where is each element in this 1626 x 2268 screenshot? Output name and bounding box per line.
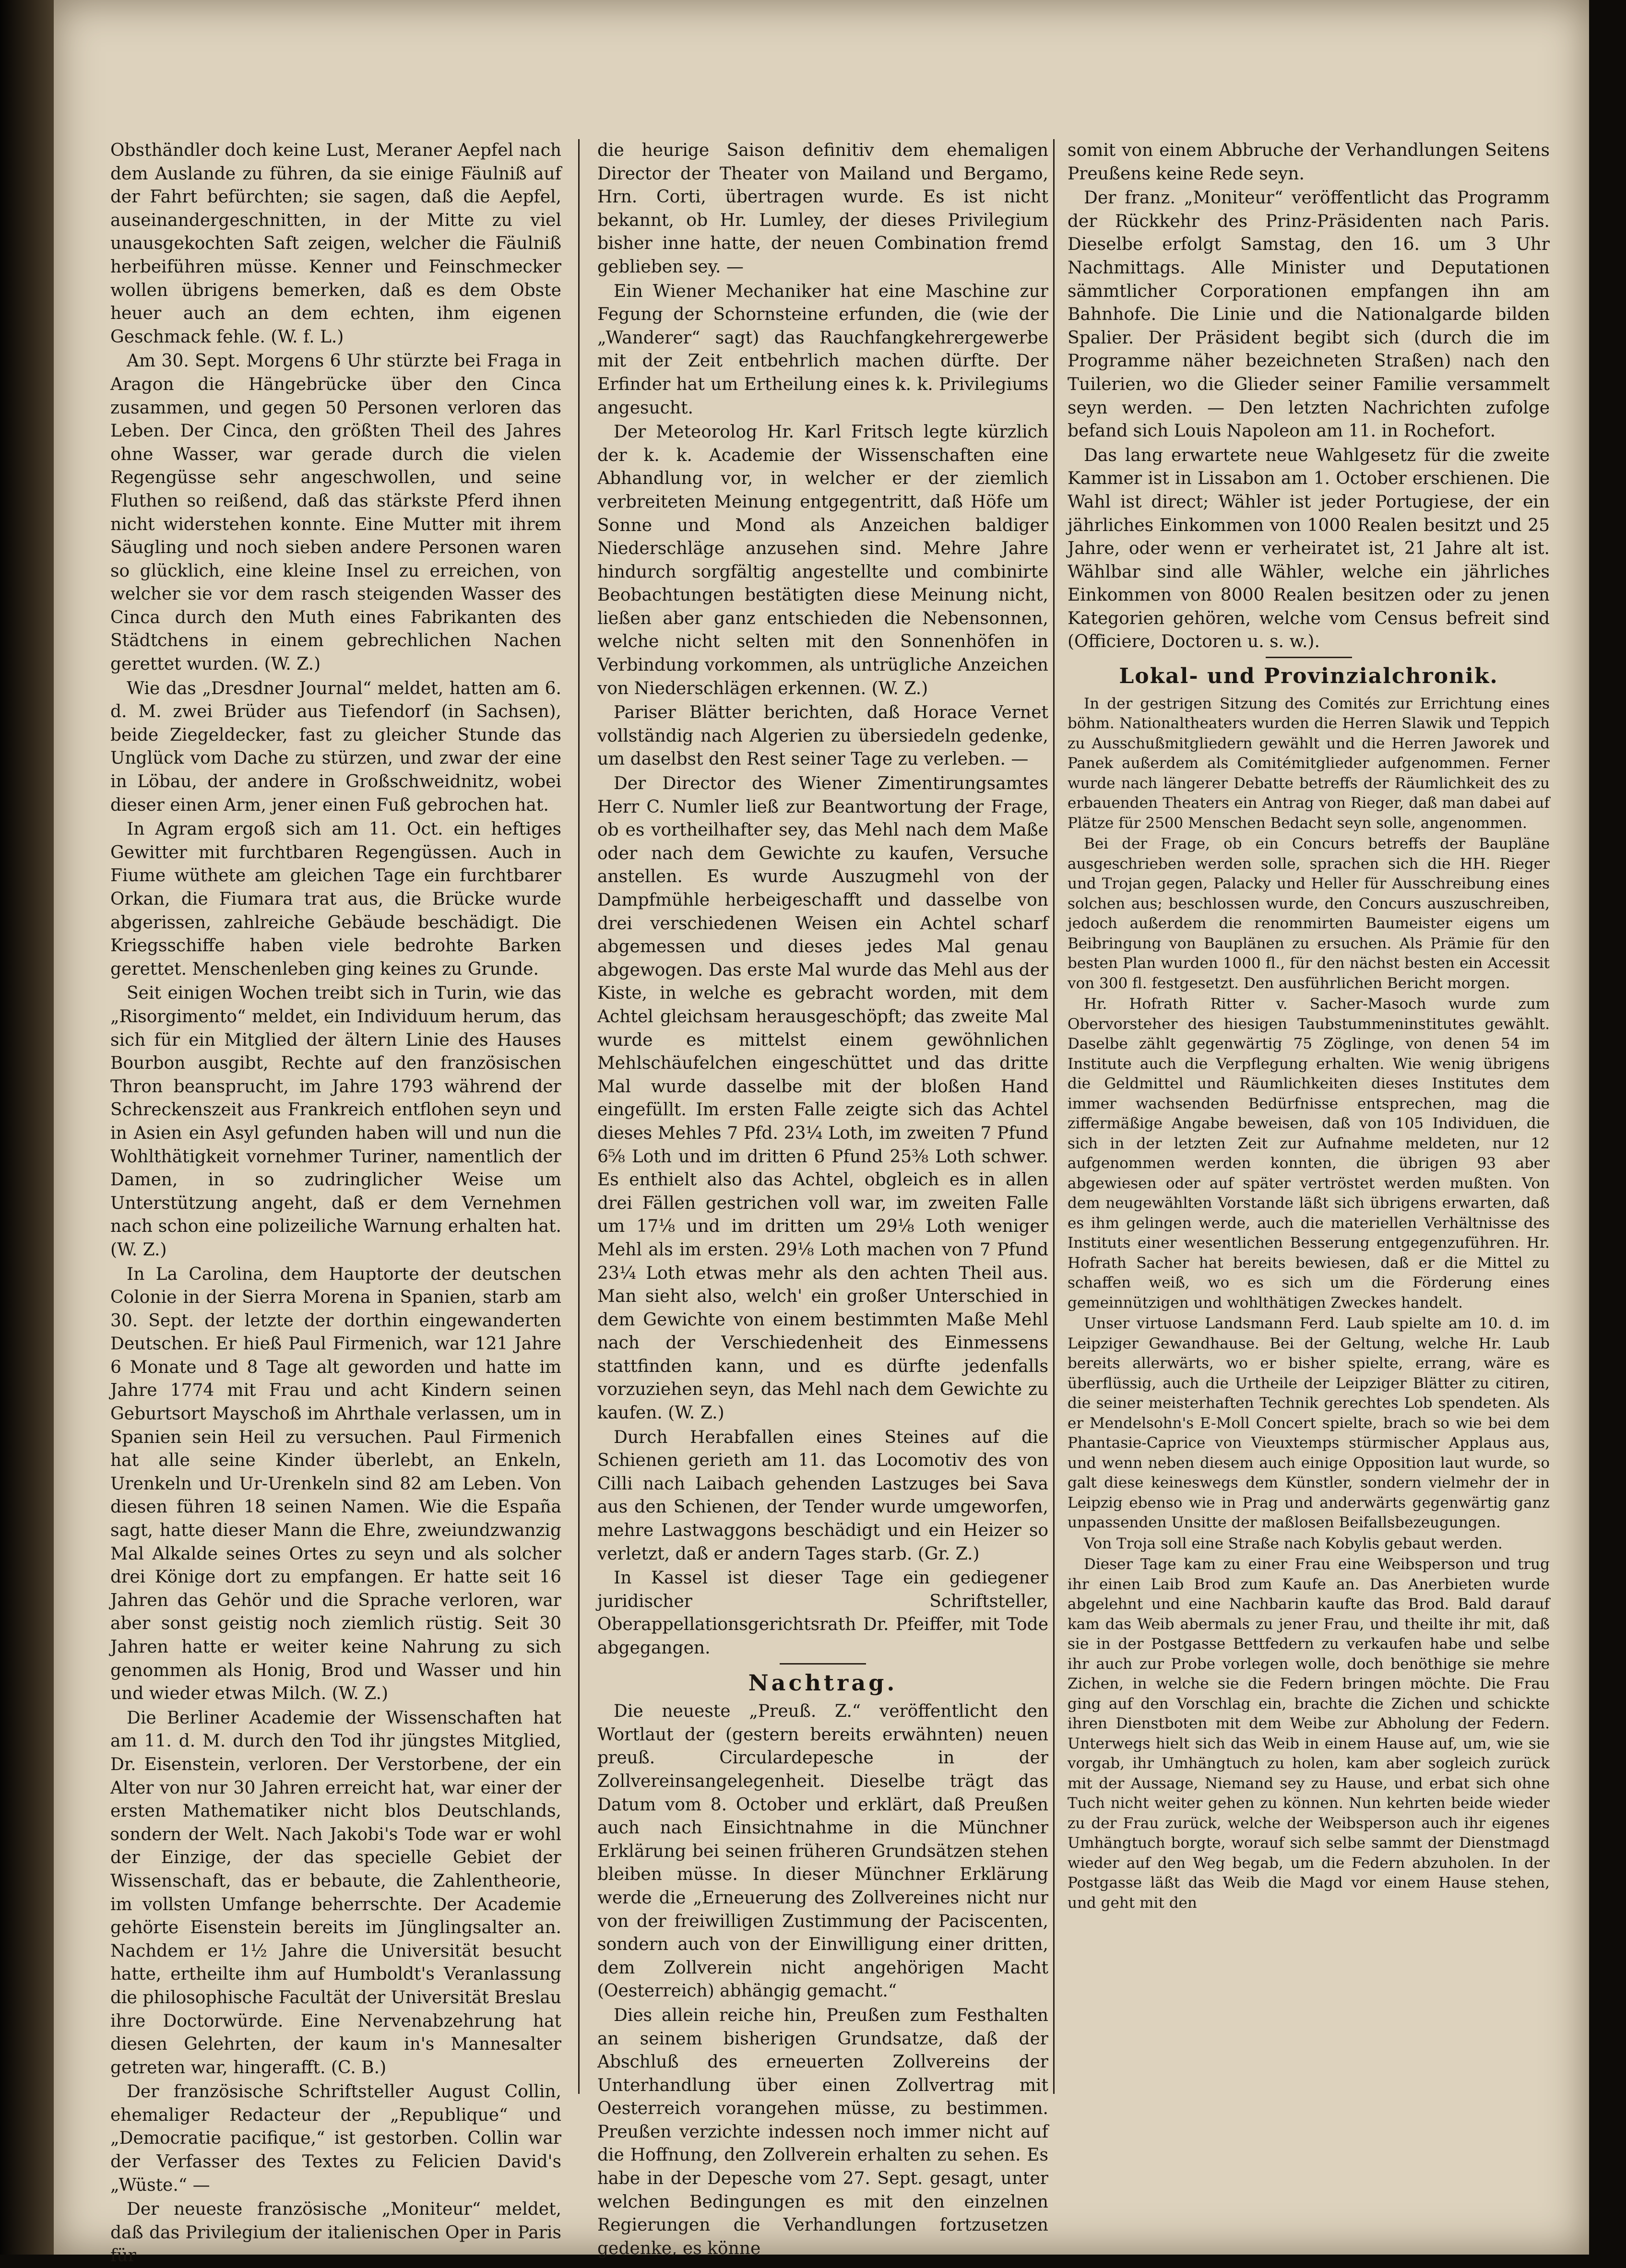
column-rule-right [1053,139,1055,2094]
article-paragraph: Wie das „Dresdner Journal“ meldet, hatten am 6. d. M. zwei Brüder aus Tiefendorf (in Sachsen), beide Ziegeldecker, fast zu gleicher Stunde das Unglück vom Dache zu stürzen, und zwar der eine in Löbau, der andere in Großschweidnitz, wobei dieser einen Arm, jener einen Fuß gebrochen hat. [110,678,561,815]
article-paragraph: Der Director des Wiener Zimentirungsamtes Herr C. Numler ließ zur Beantwortung der Frage, ob es vortheilhafter sey, das Mehl nach dem Maße oder nach dem Gewichte zu kaufen, Versuche anstellen. Es wurde Auszugmehl von der Dampfmühle herbeigeschafft und dasselbe von drei verschiedenen Weisen ein Achtel scharf abgemessen und dieses jedes Mal genau abgewogen. Das erste Mal wurde das Mehl aus der Kiste, in welche es gebracht worden, mit dem Achtel gleichsam herausgeschöpft; das zweite Mal wurde es mittelst einem gewöhnlichen Mehlschäufelchen eingeschüttet und das dritte Mal wurde dasselbe mit der bloßen Hand eingefüllt. Im ersten Falle zeigte sich das Achtel dieses Mehles 7 Pfd. 23¼ Loth, im zweiten 7 Pfund 6⅝ Loth und im dritten 6 Pfund 25⅜ Loth schwer. Es enthielt also das Achtel, obgleich es in allen drei Fällen gestrichen voll war, im zweiten Falle um 17⅛ und im dritten um 29⅛ Loth weniger Mehl als im ersten. 29⅛ Loth machen von 7 Pfund 23¼ Loth etwas mehr als den achten Theil aus. Man sieht also, welch' ein großer Unterschied in dem Gewichte von einem bestimmten Maße Mehl nach der Verschiedenheit des Einmessens stattfinden kann, und es dürfte jedenfalls vorzuziehen seyn, das Mehl nach dem Gewichte zu kaufen. (W. Z.) [597,774,1048,1423]
article-paragraph: Ein Wiener Mechaniker hat eine Maschine zur Fegung der Schornsteine erfunden, die (wie der „Wanderer“ sagt) das Rauchfangkehrergewerbe mit der Zeit entbehrlich machen dürfte. Der Erfinder hat um Ertheilung eines k. k. Privilegiums angesucht. [597,281,1048,418]
section-heading: Lokal- und Provinzialchronik. [1119,664,1498,689]
article-paragraph: In der gestrigen Sitzung des Comités zur Errichtung eines böhm. Nationaltheaters wurden die Herren Slawik und Teppich zu Ausschußmitgliedern gewählt und die Herren Jaworek und Panek außerdem als Comitémitglieder aufgenommen. Ferner wurde nach längerer Debatte betreffs der Räumlichkeit des zu erbauenden Theaters ein Antrag von Rieger, daß man dabei auf Plätze für 2500 Menschen Bedacht seyn solle, angenommen. [1068,695,1550,832]
article-paragraph: Von Troja soll eine Straße nach Kobylis gebaut werden. [1084,1535,1503,1552]
column-middle [597,139,1048,2258]
column-left [110,139,561,2266]
article-paragraph: Pariser Blätter berichten, daß Horace Vernet vollständig nach Algerien zu übersiedeln gedenke, um daselbst den Rest seiner Tage zu verleben. — [597,703,1048,769]
article-paragraph: Dieser Tage kam zu einer Frau eine Weibsperson und trug ihr einen Laib Brod zum Kaufe an. Das Anerbieten wurde abgelehnt und eine Nachbarin kaufte das Brod. Bald darauf kam das Weib abermals zu jener Frau, und theilte ihr mit, daß sie in der Postgasse Bettfedern zu verkaufen habe und selbe ihr auch zur Probe vorlegen wolle, doch benöthige sie mehre Zichen, in welche sie die Federn bringen möchte. Die Frau ging auf den Vorschlag ein, brachte die Zichen und schickte ihren Dienstboten mit dem Weibe zur Abholung der Federn. Unterwegs hielt sich das Weib in einem Hause auf, um, wie sie vorgab, ihr Umhängtuch zu holen, kam aber sogleich zurück mit der Aussage, Niemand sey zu Hause, und erbat sich ohne Tuch nicht weiter gehen zu können. Nun kehrten beide wieder zu der Frau zurück, welche der Weibsperson auch ihr eigenes Umhängtuch borgte, worauf sich selbe sammt der Dienstmagd wieder auf den Weg begab, um die Federn abzuholen. In der Postgasse läßt das Weib die Magd vor einem Hause stehen, und geht mit den [1068,1556,1550,1912]
article-paragraph: Der französische Schriftsteller August Collin, ehemaliger Redacteur der „Republique“ und „Democratie pacifique,“ ist gestorben. Collin war der Verfasser des Textes zu Felicien David's „Wüste.“ — [110,2082,561,2195]
section-heading: Nachtrag. [748,1669,898,1696]
article-paragraph: Seit einigen Wochen treibt sich in Turin, wie das „Risorgimento“ meldet, ein Individuum herum, das sich für ein Mitglied der ältern Linie des Hauses Bourbon ausgibt, Rechte auf den französischen Thron beansprucht, im Jahre 1793 während der Schreckenszeit aus Frankreich entflohen seyn und in Asien ein Asyl gefunden haben will und nun die Wohlthätigkeit vornehmer Turiner, namentlich der Damen, in so zudringlicher Weise um Unterstützung angeht, daß er dem Vernehmen nach schon eine polizeiliche Warnung erhalten hat. (W. Z.) [110,983,561,1260]
article-paragraph: Am 30. Sept. Morgens 6 Uhr stürzte bei Fraga in Aragon die Hängebrücke über den Cinca zusammen, und gegen 50 Personen verloren das Leben. Der Cinca, den größten Theil des Jahres ohne Wasser, war gerade durch die vielen Regengüsse sehr angeschwollen, und seine Fluthen so reißend, daß das stärkste Pferd ihnen nicht widerstehen konnte. Eine Mutter mit ihrem Säugling und noch sieben andere Personen waren so glücklich, eine kleine Insel zu erreichen, von welcher sie vor dem rasch steigenden Wasser des Cinca durch den Muth eines Fabrikanten des Städtchens in einem gebrechlichen Nachen gerettet wurden. (W. Z.) [110,351,561,674]
column-right [1068,139,1550,2096]
article-paragraph: In La Carolina, dem Hauptorte der deutschen Colonie in der Sierra Morena in Spanien, starb am 30. Sept. der letzte der dorthin eingewanderten Deutschen. Er hieß Paul Firmenich, war 121 Jahre 6 Monate und 8 Tage alt geworden und hatte im Jahre 1774 mit Frau und acht Kindern seinen Geburtsort Mayschoß im Ahrthale verlassen, um in Spanien sein Heil zu versuchen. Paul Firmenich hat alle seine Kinder überlebt, an Enkeln, Urenkeln und Ur-Urenkeln sind 82 am Leben. Von diesen führen 18 seinen Namen. Wie die España sagt, hatte dieser Mann die Ehre, zweiundzwanzig Mal Alkalde seines Ortes zu seyn und als solcher drei Könige dort zu empfangen. Er hatte seit 16 Jahren das Gehör und die Sprache verloren, war aber sonst geistig noch ziemlich rüstig. Seit 30 Jahren hatte er weiter keine Nahrung zu sich genommen als Honig, Brod und Wasser und hin und wieder etwas Milch. (W. Z.) [110,1264,561,1704]
article-paragraph: somit von einem Abbruche der Verhandlungen Seitens Preußens keine Rede seyn. [1068,141,1550,184]
article-paragraph: Der franz. „Moniteur“ veröffentlicht das Programm der Rückkehr des Prinz-Präsidenten nach Paris. Dieselbe erfolgt Samstag, den 16. um 3 Uhr Nachmittags. Alle Minister und Deputationen sämmtlicher Corporationen empfangen ihn am Bahnhofe. Die Linie und die Nationalgarde bilden Spalier. Der Präsident begibt sich (durch die im Programme näher bezeichneten Straßen) nach den Tuilerien, wo die Glieder seiner Familie versammelt seyn werden. — Den letzten Nachrichten zufolge befand sich Louis Napoleon am 11. in Rochefort. [1068,188,1550,441]
column-rule-left [578,139,580,2094]
article-paragraph: Das lang erwartete neue Wahlgesetz für die zweite Kammer ist in Lissabon am 1. October erschienen. Die Wahl ist direct; Wähler ist jeder Portugiese, der ein jährliches Einkommen von 1000 Realen besitzt und 25 Jahre, oder wenn er verheiratet ist, 21 Jahre alt ist. Wählbar sind alle Wähler, welche ein jährliches Einkommen von 8000 Realen besitzen oder zu jenen Kategorien gehören, welche vom Census befreit sind (Officiere, Doctoren u. s. w.). [1068,445,1550,652]
article-paragraph: In Agram ergoß sich am 11. Oct. ein heftiges Gewitter mit furchtbaren Regengüssen. Auch in Fiume wüthete am gleichen Tage ein furchtbarer Orkan, die Fiumara trat aus, die Brücke wurde abgerissen, zahlreiche Gebäude beschädigt. Die Kriegsschiffe haben viele bedrohte Barken gerettet. Menschenleben ging keines zu Grunde. [110,819,561,979]
article-paragraph: Durch Herabfallen eines Steines auf die Schienen gerieth am 11. das Locomotiv des von Cilli nach Laibach gehenden Lastzuges bei Sava aus den Schienen, der Tender wurde umgeworfen, mehre Lastwaggons beschädigt und ein Heizer so verletzt, daß er andern Tages starb. (Gr. Z.) [597,1427,1048,1564]
article-paragraph: Die Berliner Academie der Wissenschaften hat am 11. d. M. durch den Tod ihr jüngstes Mitglied, Dr. Eisenstein, verloren. Der Verstorbene, der ein Alter von nur 30 Jahren erreicht hat, war einer der ersten Mathematiker nicht blos Deutschlands, sondern der Welt. Nach Jakobi's Tode war er wohl der Einzige, der das specielle Gebiet der Wissenschaft, das er bebaute, die Zahlentheorie, im vollsten Umfange beherrschte. Der Academie gehörte Eisenstein bereits im Jünglingsalter an. Nachdem er 1½ Jahre die Universität besucht hatte, ertheilte ihm auf Humboldt's Veranlassung die philosophische Facultät der Universität Breslau ihre Doctorwürde. Eine Nervenabzehrung hat diesen Gelehrten, der kaum in's Mannesalter getreten war, hingerafft. (C. B.) [110,1708,561,2078]
article-paragraph: Der neueste französische „Moniteur“ meldet, daß das Privilegium der italienischen Oper in Paris für [110,2199,561,2266]
article-paragraph: Die neueste „Preuß. Z.“ veröffentlicht den Wortlaut der (gestern bereits erwähnten) neuen preuß. Circulardepesche in der Zollvereinsangelegenheit. Dieselbe trägt das Datum vom 8. October und erklärt, daß Preußen auch nach Einsichtnahme in die Münchner Erklärung bei seinen früheren Grundsätzen stehen bleiben müsse. In dieser Münchner Erklärung werde die „Erneuerung des Zollvereines nicht nur von der freiwilligen Zustimmung der Paciscenten, sondern auch von der Einwilligung einer dritten, dem Zollverein nicht angehörigen Macht (Oesterreich) abhängig gemacht.“ [597,1701,1048,2001]
article-paragraph: Der Meteorolog Hr. Karl Fritsch legte kürzlich der k. k. Academie der Wissenschaften eine Abhandlung vor, in welcher er der ziemlich verbreiteten Meinung entgegentritt, daß Höfe um Sonne und Mond als Anzeichen baldiger Niederschläge anzusehen sind. Mehre Jahre hindurch sorgfältig angestellte und combinirte Beobachtungen bestätigten diese Meinung nicht, ließen aber ganz entschieden die Nebensonnen, welche nicht selten mit den Sonnenhöfen in Verbindung vorkommen, als untrügliche Anzeichen von Niederschlägen erkennen. (W. Z.) [597,422,1048,698]
article-paragraph: Dies allein reiche hin, Preußen zum Festhalten an seinem bisherigen Grundsatze, daß der Abschluß des erneuerten Zollvereins der Unterhandlung über einen Zollvertrag mit Oesterreich vorangehen müsse, zu bestimmen. Preußen verzichte indessen noch immer nicht auf die Hoffnung, den Zollverein erhalten zu sehen. Es habe in der Depesche vom 27. Sept. gesagt, unter welchen Bedingungen es mit den einzelnen Regierungen die Verhandlungen fortzusetzen gedenke, es könne [597,2005,1048,2258]
article-paragraph: die heurige Saison definitiv dem ehemaligen Director der Theater von Mailand und Bergamo, Hrn. Corti, übertragen wurde. Es ist nicht bekannt, ob Hr. Lumley, der dieses Privilegium bisher inne hatte, der neuen Combination fremd geblieben sey. — [597,141,1048,277]
article-paragraph: Obsthändler doch keine Lust, Meraner Aepfel nach dem Auslande zu führen, da sie einige Fäulniß auf der Fahrt befürchten; sie sagen, daß die Aepfel, auseinandergeschnitten, in der Mitte zu viel unausgekochten Saft zeigen, welcher die Fäulniß herbeiführen müsse. Kenner und Feinschmecker wollen übrigens bemerken, daß es dem Obste heuer auch an dem echten, ihm eigenen Geschmack fehle. (W. f. L.) [110,141,561,347]
article-paragraph: Unser virtuose Landsmann Ferd. Laub spielte am 10. d. im Leipziger Gewandhause. Bei der Geltung, welche Hr. Laub bereits allerwärts, wo er bisher spielte, errang, wäre es überflüssig, auch die Urtheile der Leipziger Blätter zu citiren, die seiner meisterhaften Technik gerechtes Lob spendeten. Als er Mendelsohn's E-Moll Concert spielte, brach so wie bei dem Phantasie-Caprice von Vieuxtemps stürmischer Applaus aus, und wenn neben diesem auch einige Opposition laut wurde, so galt diese keineswegs dem Künstler, sondern vielmehr der in Leipzig ebenso wie in Prag und anderwärts gegenwärtig ganz unpassenden Unsitte der maßlosen Beifallsbezeugungen. [1068,1315,1550,1532]
section-divider [780,1663,866,1665]
page-edge-shadow [0,0,54,2255]
section-divider [1266,657,1352,658]
article-paragraph: Hr. Hofrath Ritter v. Sacher-Masoch wurde zum Obervorsteher des hiesigen Taubstummeninstitutes gewählt. Daselbe zählt gegenwärtig 75 Zöglinge, von denen 54 im Institute auch die Verpflegung erhalten. Wie wenig übrigens die Geldmittel und Räumlichkeiten dieses Institutes dem immer wachsenden Bedürfnisse entsprechen, mag die ziffermäßige Angabe beweisen, daß von 105 Individuen, die sich in der letzten Zeit zur Aufnahme meldeten, nur 12 aufgenommen werden konnten, die übrigen 93 aber abgewiesen oder auf später vertröstet werden mußten. Von dem neugewählten Vorstande läßt sich übrigens erwarten, daß es ihm gelingen werde, auch die materiellen Verhältnisse des Instituts einer wesentlichen Besserung entgegenzuführen. Hr. Hofrath Sacher hat bereits bewiesen, daß er die Mittel zu schaffen weiß, wo es sich um die Förderung eines gemeinnützigen und wohlthätigen Zweckes handelt. [1068,995,1550,1311]
article-paragraph: Bei der Frage, ob ein Concurs betreffs der Baupläne ausgeschrieben werden solle, sprachen sich die HH. Rieger und Trojan gegen, Palacky und Heller für Ausschreibung eines solchen aus; beschlossen wurde, den Concurs auszuschreiben, jedoch außerdem die renommirten Baumeister eigens um Beibringung von Bauplänen zu ersuchen. Als Prämie für den besten Plan wurden 1000 fl., für den nächst besten ein Accessit von 300 fl. festgesetzt. Den ausführlichen Bericht morgen. [1068,835,1550,992]
article-paragraph: In Kassel ist dieser Tage ein gediegener juridischer Schriftsteller, Oberappellationsgerichtsrath Dr. Pfeiffer, mit Tode abgegangen. [597,1568,1048,1658]
